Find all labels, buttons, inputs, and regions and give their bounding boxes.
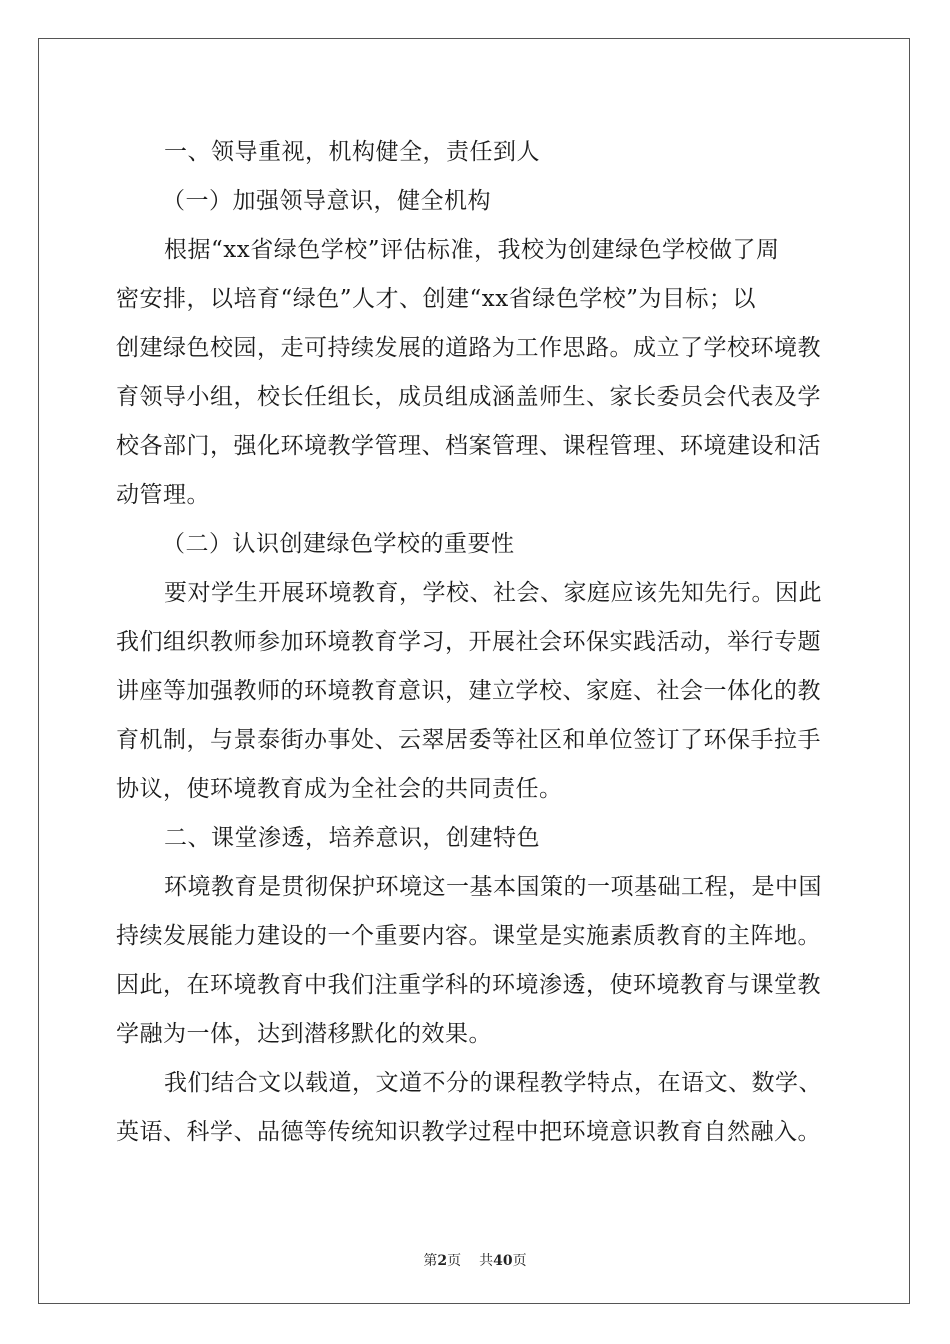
page-prefix: 第 [423,1253,438,1269]
section-heading: 一、领导重视，机构健全，责任到人 [164,139,540,165]
paragraph-line: 讲座等加强教师的环境教育意识，建立学校、家庭、社会一体化的教 [116,678,821,704]
paragraph-line: 根据“xx省绿色学校”评估标准，我校为创建绿色学校做了周 [164,237,780,263]
document-body [116,128,836,1157]
page-number: 2 [437,1253,448,1269]
paragraph-line: 育领导小组，校长任组长，成员组成涵盖师生、家长委员会代表及学 [116,384,821,410]
subsection-heading: （二）认识创建绿色学校的重要性 [162,531,515,557]
paragraph-line: 学融为一体，达到潜移默化的效果。 [116,1021,492,1047]
paragraph-line: 环境教育是贯彻保护环境这一基本国策的一项基础工程，是中国 [164,874,822,900]
paragraph-line: 我们结合文以载道，文道不分的课程教学特点，在语文、数学、 [164,1070,822,1096]
total-pages: 40 [493,1253,513,1269]
paragraph-line: 因此，在环境教育中我们注重学科的环境渗透，使环境教育与课堂教 [116,972,821,998]
paragraph-line: 创建绿色校园，走可持续发展的道路为工作思路。成立了学校环境教 [116,335,821,361]
paragraph-line: 持续发展能力建设的一个重要内容。课堂是实施素质教育的主阵地。 [116,923,821,949]
paragraph-line: 密安排，以培育“绿色”人才、创建“xx省绿色学校”为目标；以 [116,286,756,312]
paragraph-line: 校各部门，强化环境教学管理、档案管理、课程管理、环境建设和活 [116,433,821,459]
section-heading: 二、课堂渗透，培养意识，创建特色 [164,825,540,851]
paragraph-line: 要对学生开展环境教育，学校、社会、家庭应该先知先行。因此 [164,580,822,606]
subsection-heading: （一）加强领导意识，健全机构 [162,188,491,214]
paragraph-line: 英语、科学、品德等传统知识教学过程中把环境意识教育自然融入。 [116,1119,821,1145]
page-footer [0,1250,950,1270]
paragraph-line: 协议，使环境教育成为全社会的共同责任。 [116,776,563,802]
total-suffix: 页 [512,1253,527,1269]
paragraph-line: 育机制，与景泰街办事处、云翠居委等社区和单位签订了环保手拉手 [116,727,821,753]
page-suffix: 页 [447,1253,462,1269]
paragraph-line: 动管理。 [116,482,210,508]
total-prefix: 共 [479,1253,494,1269]
paragraph-line: 我们组织教师参加环境教育学习，开展社会环保实践活动，举行专题 [116,629,821,655]
